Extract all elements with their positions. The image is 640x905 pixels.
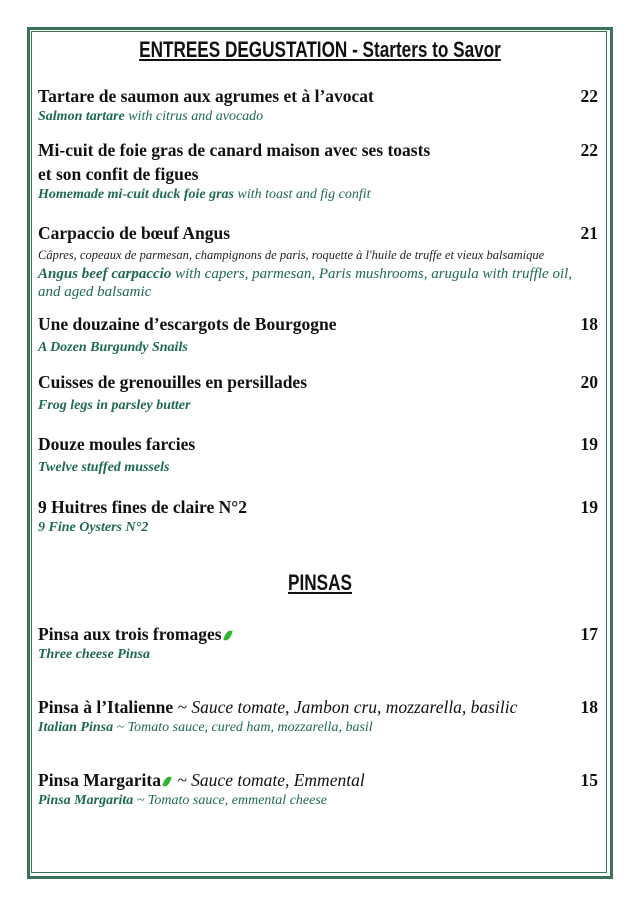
item-english-title: Pinsa Margarita	[38, 793, 134, 808]
item-price: 18	[580, 697, 598, 717]
item-price: 20	[580, 372, 598, 392]
item-price: 19	[580, 497, 598, 517]
item-name: Pinsa aux trois fromages	[38, 624, 222, 644]
item-english-title: Twelve stuffed mussels	[38, 460, 170, 475]
item-price: 21	[580, 223, 598, 243]
item-english-title: Homemade mi-cuit duck foie gras	[38, 187, 234, 202]
item-english-desc: with capers, parmesan, Paris mushrooms, arugula with truffle oil, and aged balsamic	[38, 266, 573, 300]
item-english-title: 9 Fine Oysters N°2	[38, 520, 149, 535]
item-french-desc: ~ Sauce tomate, Jambon cru, mozzarella, basilic	[173, 697, 518, 717]
item-english-desc: ~ Tomato sauce, emmental cheese	[133, 793, 327, 808]
menu-item	[38, 370, 598, 415]
item-price: 19	[580, 434, 598, 454]
menu-item	[38, 622, 598, 664]
item-name: Tartare de saumon aux agrumes et à l’avocat	[38, 86, 374, 106]
item-name: Pinsa Margarita	[38, 770, 161, 790]
item-english-title: Three cheese Pinsa	[38, 647, 150, 662]
item-name: Douze moules farcies	[38, 434, 196, 454]
menu-item	[38, 221, 598, 301]
menu-item	[38, 495, 598, 537]
item-name: Pinsa à l’Italienne	[38, 697, 174, 717]
item-english-title: A Dozen Burgundy Snails	[38, 340, 188, 355]
item-price: 22	[580, 86, 598, 106]
item-english-desc: ~ Tomato sauce, cured ham, mozzarella, basil	[113, 720, 373, 735]
item-name-line2: et son confit de figues	[38, 164, 199, 184]
menu-item	[38, 312, 598, 357]
menu-item	[38, 695, 598, 737]
item-french-desc: ~ Sauce tomate, Emmental	[172, 770, 365, 790]
item-name: 9 Huitres fines de claire N°2	[38, 497, 248, 517]
item-english-title: Angus beef carpaccio	[38, 266, 172, 282]
section-title-starters: ENTREES DEGUSTATION - Starters to Savor	[139, 37, 501, 62]
vegetarian-leaf-icon	[223, 629, 232, 641]
item-english	[38, 108, 598, 126]
menu-item	[38, 768, 598, 810]
item-english-desc: with toast and fig confit	[233, 187, 371, 202]
item-name: Une douzaine d’escargots de Bourgogne	[38, 314, 337, 334]
item-price: 18	[580, 314, 598, 334]
item-name: Cuisses de grenouilles en persillades	[38, 372, 308, 392]
item-price: 17	[580, 624, 598, 644]
item-price: 22	[580, 140, 598, 160]
item-name: Mi-cuit de foie gras de canard maison avec ses toasts	[38, 140, 431, 160]
menu-item	[38, 432, 598, 477]
vegetarian-leaf-icon	[162, 775, 171, 787]
item-english-desc: with citrus and avocado	[124, 109, 264, 124]
menu-item	[38, 138, 598, 204]
menu-item	[38, 84, 598, 126]
item-english-title: Italian Pinsa	[38, 720, 114, 735]
item-french-desc: Câpres, copeaux de parmesan, champignons de paris, roquette à l'huile de truffe et vieux balsamique	[38, 248, 545, 262]
item-price: 15	[580, 770, 598, 790]
section-title-pinsas: PINSAS	[288, 570, 352, 595]
item-name: Carpaccio de bœuf Angus	[38, 223, 231, 243]
item-english-title: Salmon tartare	[38, 109, 125, 124]
item-english-title: Frog legs in parsley butter	[38, 398, 191, 413]
